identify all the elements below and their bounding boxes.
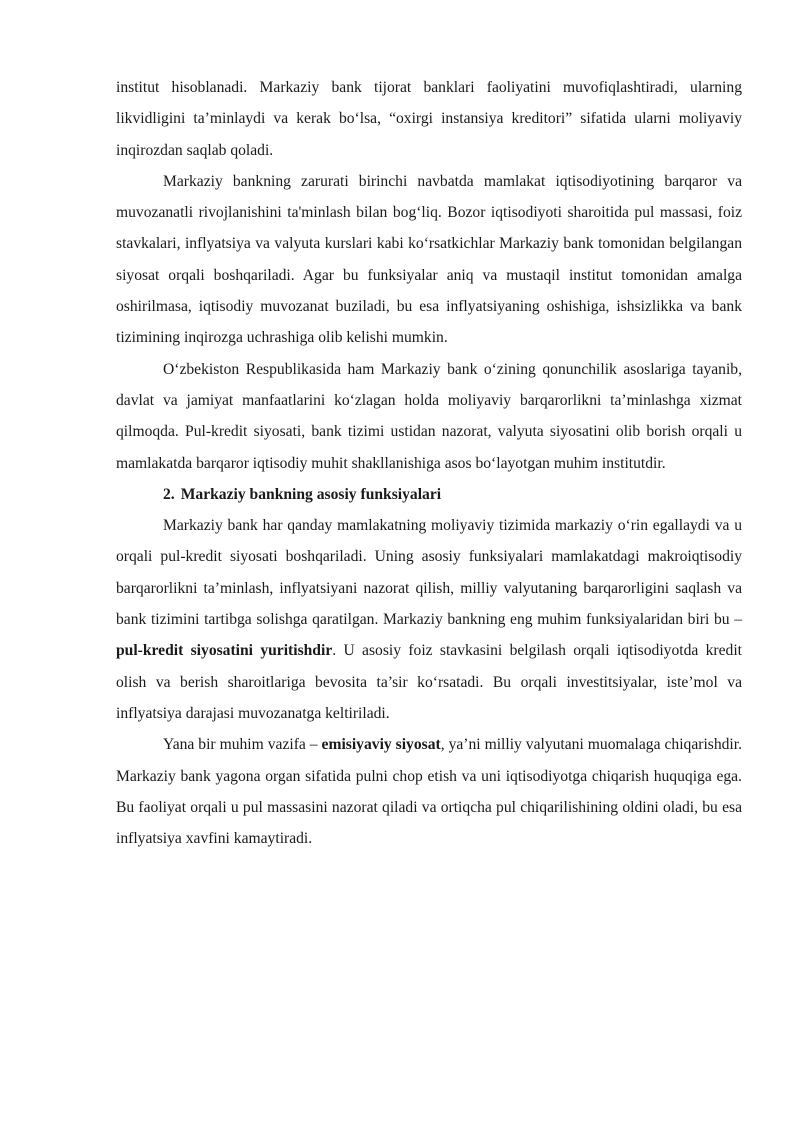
paragraph-4-text-b: . U asosiy foiz stavkasini belgilash orqali iqtisodiyotda kredit olish va berish sharoitlariga bevosita ta’sir ko‘rsatadi. Bu orqali investitsiyalar, iste’mol va inflyatsiya darajasi muvozanatga keltiriladi. — [116, 642, 743, 722]
paragraph-3: O‘zbekiston Respublikasida ham Markaziy bank o‘zining qonunchilik asoslariga tayanib, davlat va jamiyat manfaatlarini ko‘zlagan holda moliyaviy barqarorlikni ta’minlashga xizmat qilmoqda. Pul-kredit siyosati, bank tizimi ustidan nazorat, valyuta siyosatini olib borish orqali u mamlakatda barqaror iqtisodiy muhit shakllanishiga asos bo‘layotgan muhim institutdir. — [116, 360, 742, 472]
section-heading — [116, 479, 742, 510]
section-number: 2. — [163, 485, 175, 503]
section-title: Markaziy bankning asosiy funksiyalari — [180, 485, 442, 503]
paragraph-4-text-a: Markaziy bank har qanday mamlakatning moliyaviy tizimida markaziy o‘rin egallaydi va u orqali pul-kredit siyosati boshqariladi. Uning asosiy funksiyalari mamlakatdagi makroiqtisodiy barqarorlikni ta’minlash, inflyatsiyani nazorat qilish, milliy valyutaning barqarorligini saqlash va bank tizimini tartibga solishga qaratilgan. Markaziy bankning eng muhim funksiyalaridan biri bu – — [116, 517, 742, 629]
paragraph-5-text-a: Yana bir muhim vazifa – — [163, 736, 322, 754]
paragraph-5-bold-term: emisiyaviy siyosat — [321, 736, 441, 754]
paragraph-4-bold-term: pul-kredit siyosatini yuritishdir — [116, 642, 333, 660]
document-page — [116, 72, 742, 854]
paragraph-5 — [116, 729, 742, 854]
paragraph-4 — [116, 510, 742, 729]
paragraph-2: Markaziy bankning zarurati birinchi navbatda mamlakat iqtisodiyotining barqaror va muvozanatli rivojlanishini ta'minlash bilan bog‘liq. Bozor iqtisodiyoti sharoitida pul massasi, foiz stavkalari, inflyatsiya va valyuta kurslari kabi ko‘rsatkichlar Markaziy bank tomonidan belgilangan siyosat orqali boshqariladi. Agar bu funksiyalar aniq va mustaqil institut tomonidan amalga oshirilmasa, iqtisodiy muvozanat buziladi, bu esa inflyatsiyaning oshishiga, ishsizlikka va bank tizimining inqirozga uchrashiga olib kelishi mumkin. — [116, 172, 742, 347]
paragraph-5-text-b: , ya’ni milliy valyutani muomalaga chiqarishdir. Markaziy bank yagona organ sifatida pulni chop etish va uni iqtisodiyotga chiqarish huquqiga ega. Bu faoliyat orqali u pul massasini nazorat qiladi va ortiqcha pul chiqarilishining oldini oladi, bu esa inflyatsiya xavfini kamaytiradi. — [116, 736, 742, 848]
paragraph-1: institut hisoblanadi. Markaziy bank tijorat banklari faoliyatini muvofiqlashtiradi, ularning likvidligini ta’minlaydi va kerak bo‘lsa, “oxirgi instansiya kreditori” sifatida ularni moliyaviy inqirozdan saqlab qoladi. — [116, 79, 742, 159]
